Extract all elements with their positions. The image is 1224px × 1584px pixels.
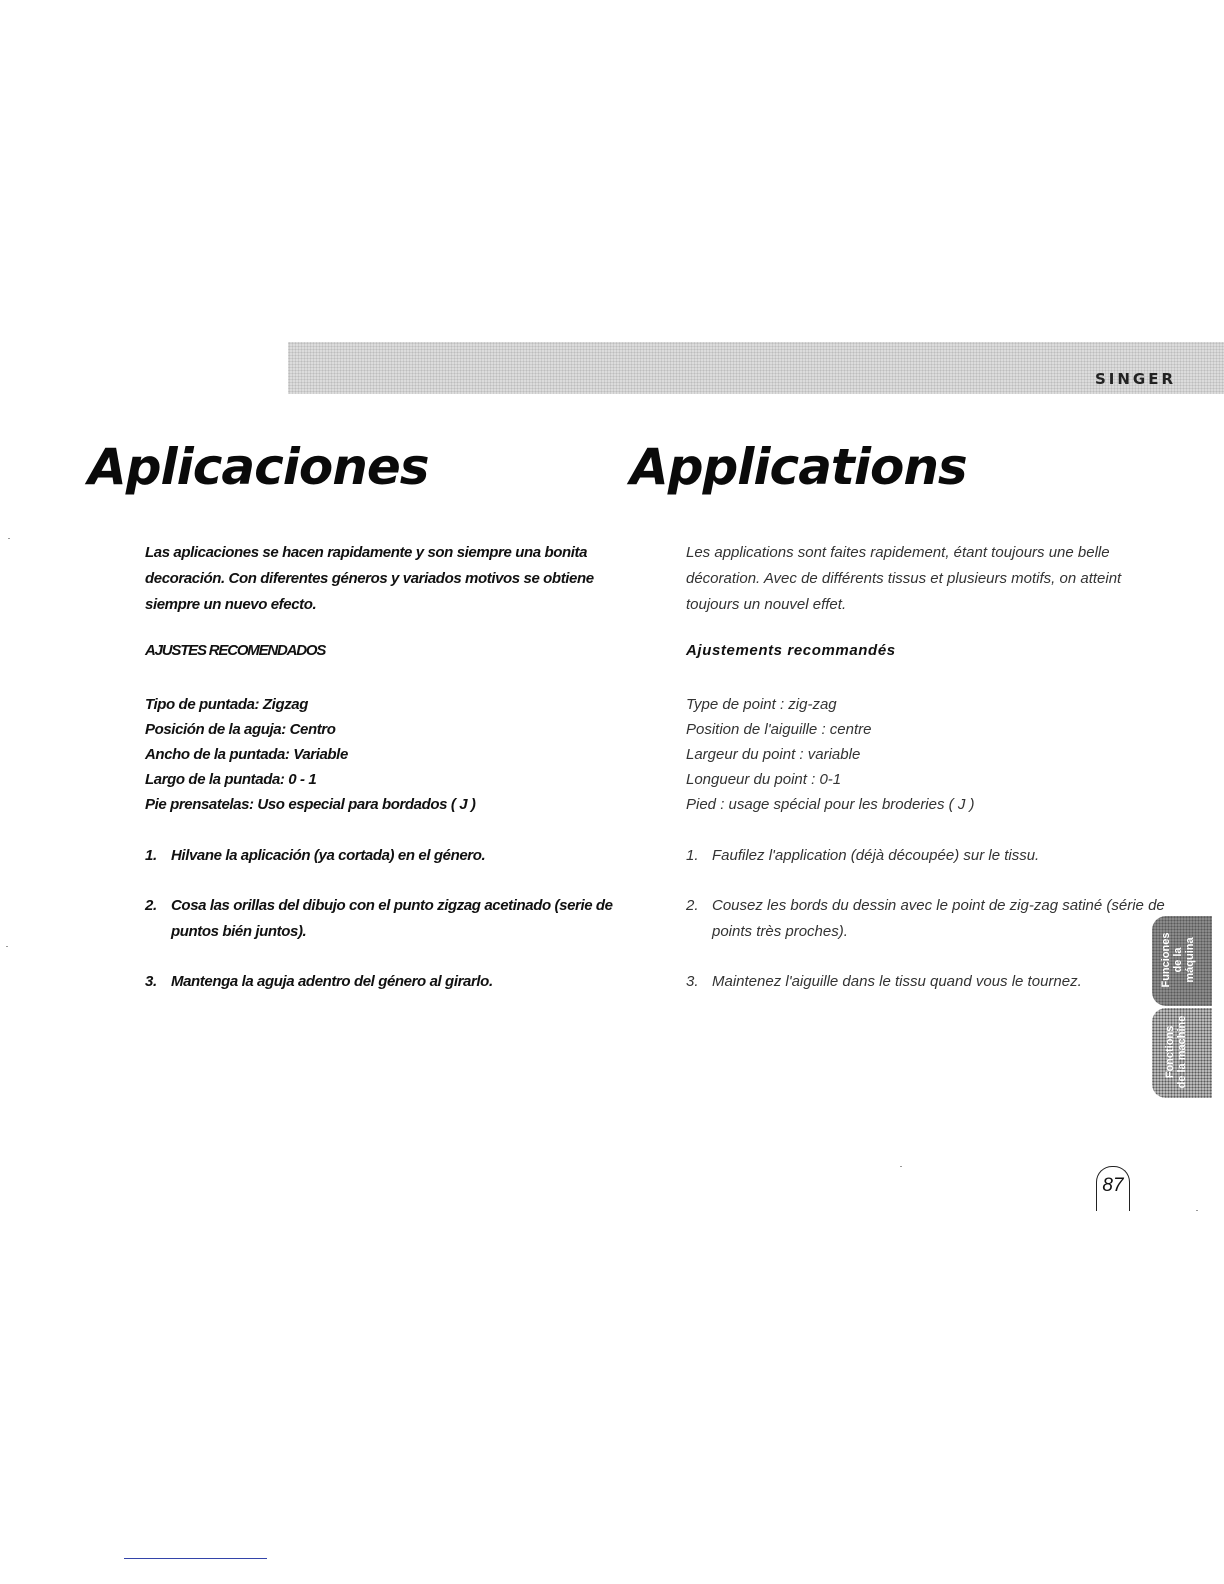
step-text: Hilvane la aplicación (ya cortada) en el género.: [171, 847, 486, 864]
step-item: [686, 969, 1172, 995]
step-text: Mantenga la aguja adentro del género al girarlo.: [171, 973, 493, 990]
step-text: Cousez les bords du dessin avec le point de zig-zag satiné (série de points très proches).: [712, 897, 1165, 940]
page-title-french: Applications: [630, 438, 967, 496]
section-heading: AJUSTES RECOMENDADOS: [145, 642, 326, 659]
step-number: 3.: [145, 973, 157, 990]
scan-speck: [8, 538, 10, 539]
step-item: [145, 843, 631, 869]
setting-presser-foot: Pie prensatelas: Uso especial para bordados ( J ): [145, 796, 476, 813]
step-number: 2.: [686, 897, 699, 914]
step-item: [686, 843, 1172, 869]
step-text: Faufilez l'application (déjà découpée) sur le tissu.: [712, 847, 1040, 864]
step-text: Cosa las orillas del dibujo con el punto zigzag acetinado (serie de puntos bién juntos).: [171, 897, 613, 940]
scan-speck: [6, 946, 8, 947]
settings-list: [686, 692, 974, 817]
intro-paragraph: Las aplicaciones se hacen rapidamente y son siempre una bonita decoración. Con diferentes géneros y variados motivos se obtiene siempre un nuevo efecto.: [145, 544, 594, 613]
setting-stitch-type: Tipo de puntada: Zigzag: [145, 696, 309, 713]
intro-paragraph: Les applications sont faites rapidement, étant toujours une belle décoration. Avec de différents tissus et plusieurs motifs, on atteint toujours un nouvel effet.: [686, 544, 1122, 613]
header-band: [288, 342, 1224, 394]
side-tab-label: Fonctions de la machine: [1164, 1015, 1188, 1089]
step-item: [145, 893, 631, 945]
settings-list: [145, 692, 476, 817]
step-item: [686, 893, 1172, 945]
setting-needle-position: Posición de la aguja: Centro: [145, 721, 336, 738]
setting-stitch-length: Longueur du point : 0-1: [686, 771, 842, 788]
setting-presser-foot: Pied : usage spécial pour les broderies ( J ): [686, 796, 975, 813]
scan-speck: [900, 1166, 902, 1167]
brand-logo: SINGER: [1094, 370, 1176, 388]
step-number: 3.: [686, 973, 699, 990]
setting-stitch-width: Ancho de la puntada: Variable: [145, 746, 348, 763]
setting-stitch-type: Type de point : zig-zag: [686, 696, 837, 713]
step-number: 1.: [686, 847, 699, 864]
side-tab-label: Funciones de la máquina: [1160, 932, 1196, 988]
step-text: Maintenez l'aiguille dans le tissu quand vous le tournez.: [712, 973, 1082, 990]
page-number: 87: [1096, 1166, 1130, 1211]
step-number: 1.: [145, 847, 157, 864]
setting-needle-position: Position de l'aiguille : centre: [686, 721, 872, 738]
side-tab-spanish[interactable]: [1152, 916, 1212, 1006]
section-heading: Ajustements recommandés: [686, 642, 896, 659]
setting-stitch-width: Largeur du point : variable: [686, 746, 861, 763]
step-number: 2.: [145, 897, 157, 914]
setting-stitch-length: Largo de la puntada: 0 - 1: [145, 771, 317, 788]
step-item: [145, 969, 631, 995]
scan-speck: [1196, 1210, 1198, 1211]
page-title-spanish: Aplicaciones: [88, 438, 429, 496]
side-tab-french[interactable]: [1152, 1008, 1212, 1098]
footnote-rule: [124, 1558, 267, 1559]
